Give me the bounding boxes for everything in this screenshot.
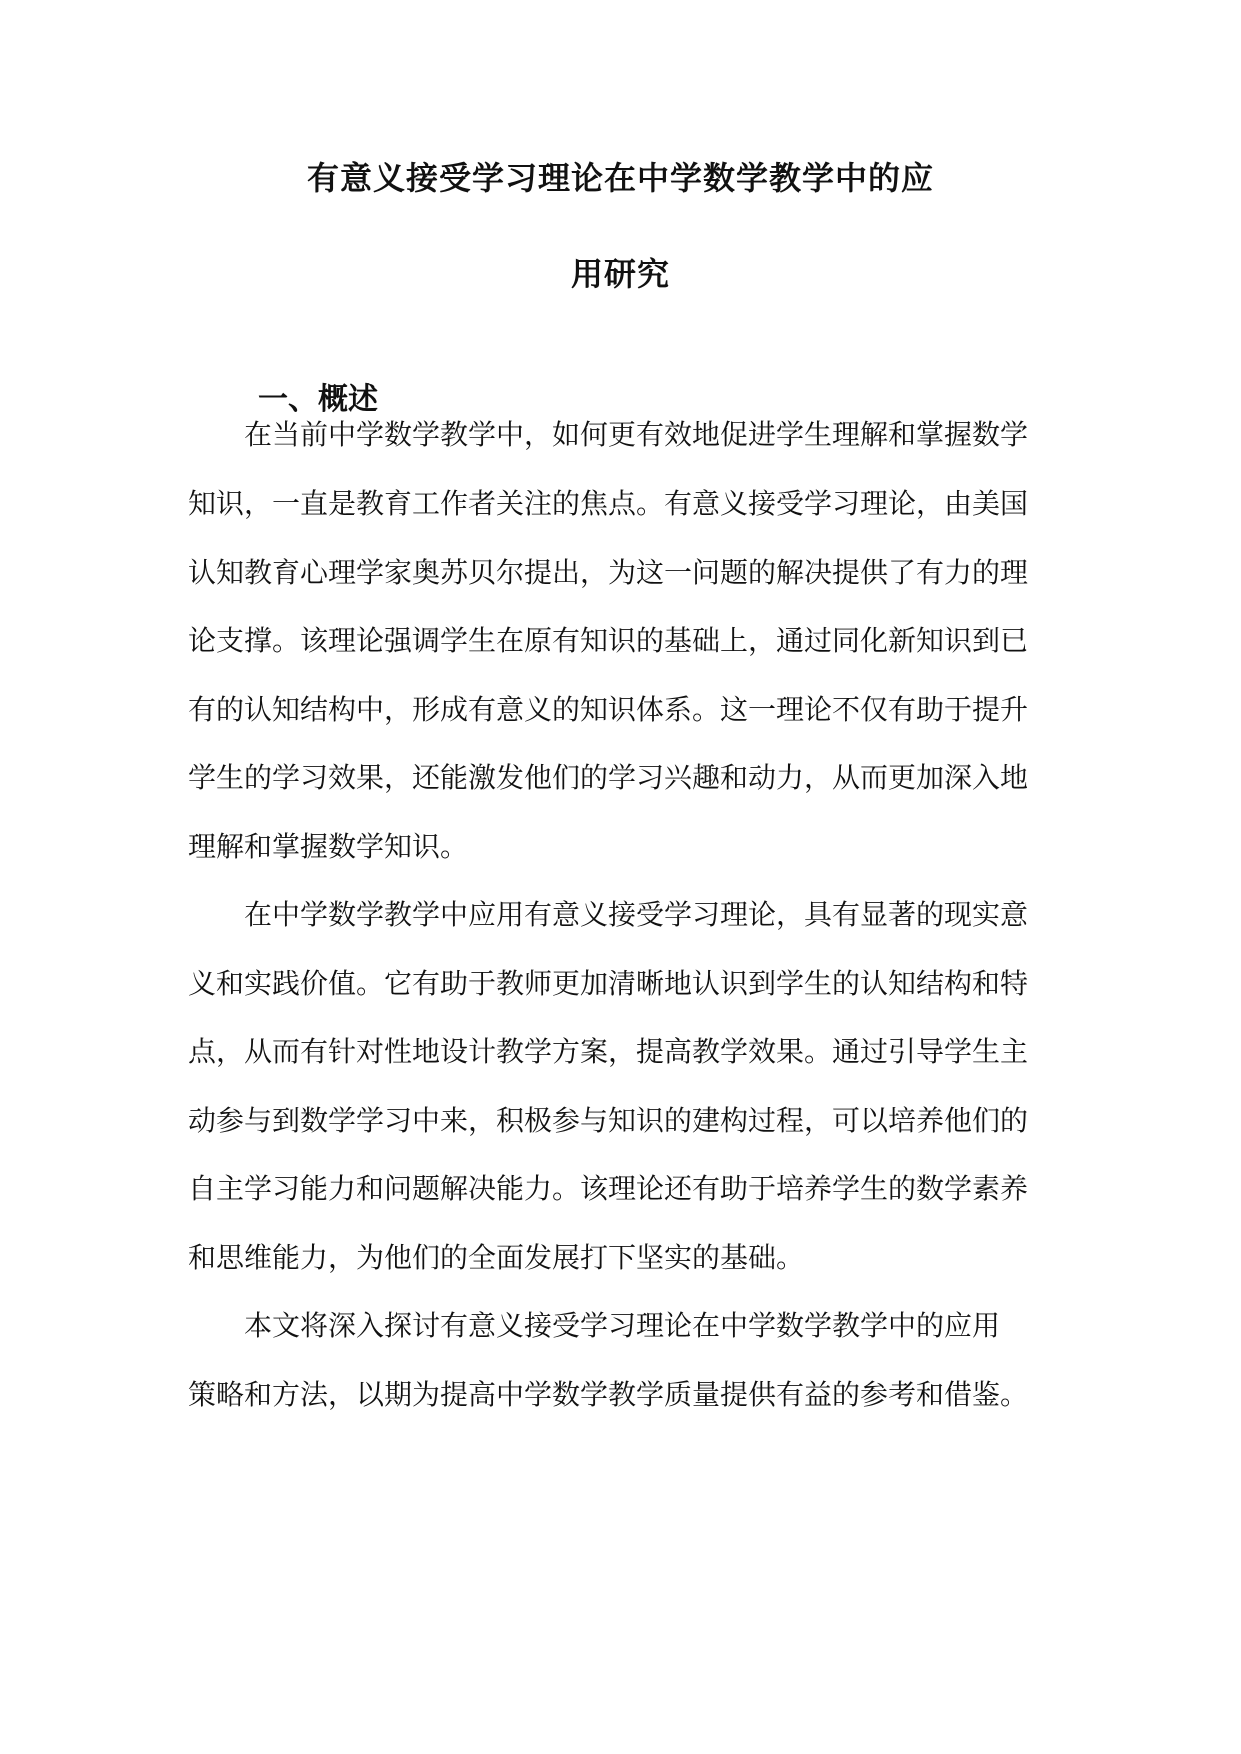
- paragraph-2-line: 点，从而有针对性地设计教学方案，提高教学效果。通过引导学生主: [188, 1035, 1029, 1068]
- paragraph-1-line: 论支撑。该理论强调学生在原有知识的基础上，通过同化新知识到已: [188, 624, 1029, 657]
- document-title-line-1: 有意义接受学习理论在中学数学教学中的应: [306, 159, 934, 197]
- section-heading: 一、概述: [258, 382, 378, 417]
- paragraph-2-line: 义和实践价值。它有助于教师更加清晰地认识到学生的认知结构和特: [188, 967, 1029, 1000]
- paragraph-1-line: 知识，一直是教育工作者关注的焦点。有意义接受学习理论，由美国: [188, 487, 1029, 520]
- paragraph-2-line: 和思维能力，为他们的全面发展打下坚实的基础。: [188, 1241, 805, 1274]
- document-title-line-2: 用研究: [570, 255, 670, 293]
- paragraph-1-line: 有的认知结构中，形成有意义的知识体系。这一理论不仅有助于提升: [188, 693, 1029, 726]
- paragraph-2-line: 在中学数学教学中应用有意义接受学习理论，具有显著的现实意: [244, 898, 1029, 931]
- paragraph-2-line: 动参与到数学学习中来，积极参与知识的建构过程，可以培养他们的: [188, 1104, 1029, 1137]
- paragraph-2-line: 自主学习能力和问题解决能力。该理论还有助于培养学生的数学素养: [188, 1172, 1029, 1205]
- paragraph-3-line: 策略和方法，以期为提高中学数学教学质量提供有益的参考和借鉴。: [188, 1378, 1029, 1411]
- paragraph-3-line: 本文将深入探讨有意义接受学习理论在中学数学教学中的应用: [244, 1309, 1001, 1342]
- paragraph-1-line: 在当前中学数学教学中，如何更有效地促进学生理解和掌握数学: [244, 418, 1029, 451]
- paragraph-1-line: 理解和掌握数学知识。: [188, 830, 469, 863]
- paragraph-1-line: 认知教育心理学家奥苏贝尔提出，为这一问题的解决提供了有力的理: [188, 556, 1029, 589]
- paragraph-1-line: 学生的学习效果，还能激发他们的学习兴趣和动力，从而更加深入地: [188, 761, 1029, 794]
